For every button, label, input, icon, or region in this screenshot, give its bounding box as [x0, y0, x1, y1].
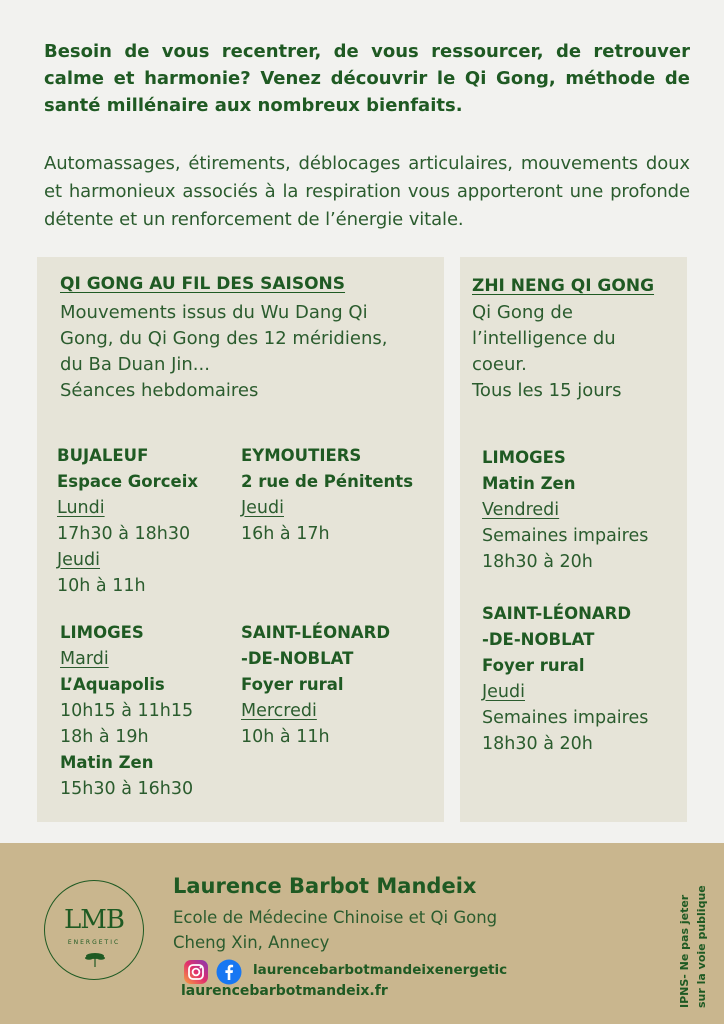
logo-subtitle: ENERGETIC: [67, 939, 121, 946]
website-link[interactable]: laurencebarbotmandeix.fr: [181, 983, 388, 999]
facebook-icon[interactable]: [216, 959, 242, 985]
social-handle[interactable]: laurencebarbotmandeixenergetic: [253, 962, 508, 978]
location-saint-leonard-left: SAINT-LÉONARD -DE-NOBLAT Foyer rural Mercredi 10h à 11h: [241, 623, 391, 747]
section-title-zhi-neng: ZHI NENG QI GONG: [472, 276, 655, 296]
section-title-saisons: QI GONG AU FIL DES SAISONS: [60, 274, 346, 294]
intro-body: Automassages, étirements, déblocages articulaires, mouvements doux et harmonieux associés à la respiration vous apporteront une profonde détente et un renforcement de l’énergie vitale.: [44, 153, 690, 230]
footer-school: Ecole de Médecine Chinoise et Qi Gong: [173, 908, 498, 927]
location-limoges-left: LIMOGES Mardi L’Aquapolis 10h15 à 11h15 18h à 19h Matin Zen 15h30 à 16h30: [60, 623, 194, 799]
logo-mark: LMB: [64, 905, 124, 935]
location-eymoutiers: EYMOUTIERS 2 rue de Pénitents Jeudi 16h à 17h: [241, 446, 414, 544]
location-limoges-right: LIMOGES Matin Zen Vendredi Semaines impaires 18h30 à 20h: [482, 448, 649, 572]
instagram-icon[interactable]: [183, 959, 209, 985]
lmb-logo: [44, 880, 144, 980]
tree-icon: [83, 951, 107, 967]
section-desc-saisons: Mouvements issus du Wu Dang Qi Gong, du Qi Gong des 12 méridiens, du Ba Duan Jin... Séances hebdomaires: [60, 302, 388, 401]
section-desc-zhi-neng: Qi Gong de l’intelligence du coeur. Tous les 15 jours: [472, 302, 622, 401]
footer-name: Laurence Barbot Mandeix: [173, 874, 477, 898]
location-bujaleuf: BUJALEUF Espace Gorceix Lundi 17h30 à 18h30 Jeudi 10h à 11h: [57, 446, 199, 596]
intro-headline: Besoin de vous recentrer, de vous ressourcer, de retrouver calme et harmonie? Venez découvrir le Qi Gong, méthode de santé millénaire aux nombreux bienfaits.: [44, 41, 690, 116]
ipns-notice: IPNS- Ne pas jeter sur la voie publique: [678, 885, 708, 1008]
location-saint-leonard-right: SAINT-LÉONARD -DE-NOBLAT Foyer rural Jeudi Semaines impaires 18h30 à 20h: [482, 604, 649, 754]
footer-location: Cheng Xin, Annecy: [173, 933, 330, 952]
